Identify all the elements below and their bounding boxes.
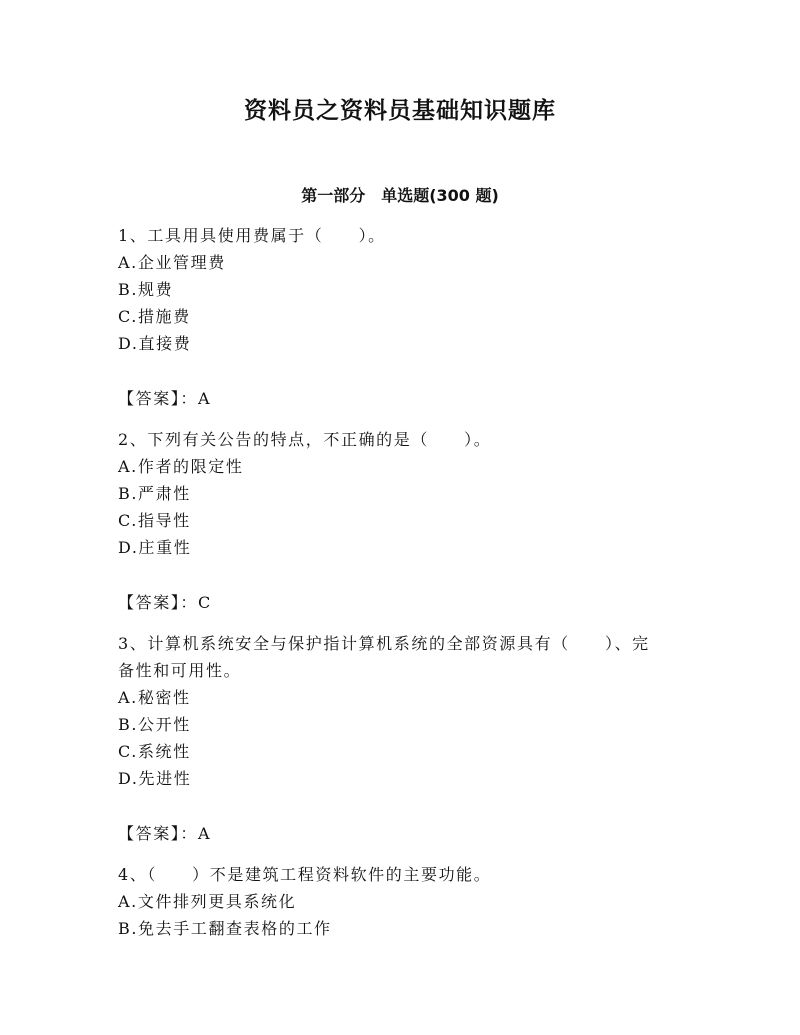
- question-4-stem: 4、（ ）不是建筑工程资料软件的主要功能。: [118, 865, 492, 884]
- question-1-option-a: A.企业管理费: [118, 253, 226, 272]
- question-1-option-b: B.规费: [118, 280, 174, 299]
- question-3-stem-line-2: 备性和可用性。: [118, 661, 242, 680]
- question-3-stem-line-1: 3、计算机系统安全与保护指计算机系统的全部资源具有（ ）、完: [118, 634, 650, 653]
- question-2-stem: 2、下列有关公告的特点，不正确的是（ ）。: [118, 430, 492, 449]
- section-heading: 第一部分 单选题(300 题): [301, 186, 499, 205]
- question-1-option-c: C.措施费: [118, 307, 191, 326]
- question-3-answer: 【答案】：A: [118, 824, 212, 843]
- question-3-option-b: B.公开性: [118, 715, 191, 734]
- question-3-option-c: C.系统性: [118, 742, 191, 761]
- question-4-option-a: A.文件排列更具系统化: [118, 892, 297, 911]
- question-3-option-d: D.先进性: [118, 769, 192, 788]
- question-2-answer: 【答案】：C: [118, 593, 212, 612]
- question-2-option-b: B.严肃性: [118, 484, 191, 503]
- question-2-option-d: D.庄重性: [118, 538, 192, 557]
- question-2-option-c: C.指导性: [118, 511, 191, 530]
- question-2-option-a: A.作者的限定性: [118, 457, 244, 476]
- question-1-option-d: D.直接费: [118, 334, 192, 353]
- question-1-stem: 1、工具用具使用费属于（ ）。: [118, 226, 386, 245]
- page-title: 资料员之资料员基础知识题库: [244, 98, 556, 124]
- question-1-answer: 【答案】：A: [118, 389, 212, 408]
- question-3-option-a: A.秘密性: [118, 688, 191, 707]
- question-4-option-b: B.免去手工翻查表格的工作: [118, 919, 332, 938]
